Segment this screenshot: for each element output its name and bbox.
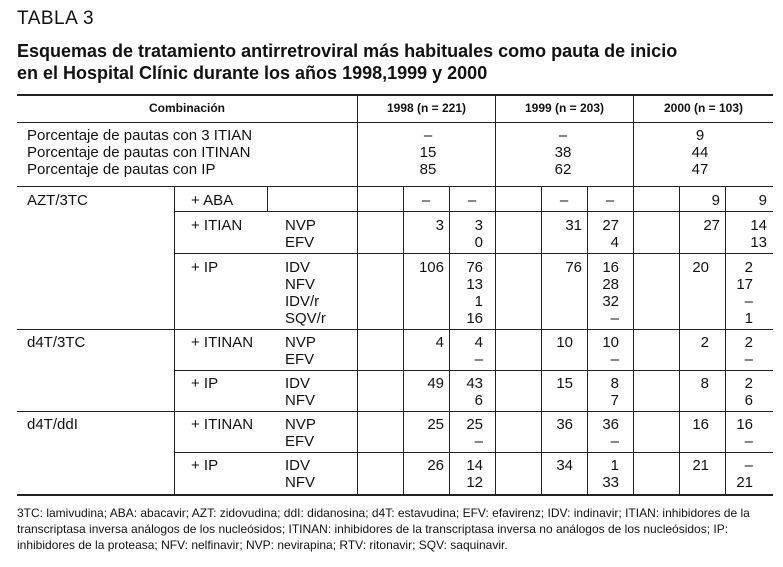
- sub-itinan: + ITINAN: [191, 416, 254, 433]
- pct-value-1998: 85: [419, 161, 437, 178]
- cell-1999-total: 76: [565, 259, 582, 276]
- cell-1999-detail: 8: [610, 375, 619, 392]
- header-1999: 1999 (n = 203): [524, 101, 605, 115]
- drug-idv: IDV: [285, 375, 311, 392]
- pct-bottom-rule: [17, 186, 773, 187]
- pct-value-2000: 47: [691, 161, 709, 178]
- drug-nfv: NFV: [285, 474, 315, 491]
- azt-bottom-rule: [17, 329, 773, 330]
- cell-1999-detail: –: [610, 351, 619, 368]
- cell-2000-total: 20: [692, 259, 709, 276]
- sub-itinan: + ITINAN: [191, 334, 254, 351]
- pct-label: Porcentaje de pautas con ITINAN: [27, 144, 251, 161]
- cell-2000-detail: 9: [758, 192, 767, 209]
- cell-1998-detail: 6: [474, 392, 483, 409]
- cell-2000-detail: 6: [744, 392, 753, 409]
- cell-1998-detail: 76: [466, 259, 483, 276]
- cell-1998-detail: –: [474, 351, 483, 368]
- cell-1998-detail: 12: [466, 474, 483, 491]
- sub-itian: + ITIAN: [191, 217, 243, 234]
- cell-1999-detail: 16: [602, 259, 619, 276]
- cell-1998-detail: 4: [474, 334, 483, 351]
- cell-2000-detail: 16: [736, 416, 753, 433]
- group-azt-3tc: AZT/3TC: [27, 192, 88, 209]
- pct-value-1999: 62: [554, 161, 572, 178]
- cell-2000-detail: –: [744, 433, 753, 450]
- cell-1998-total: 106: [418, 259, 444, 276]
- cell-1999-total: 10: [556, 334, 573, 351]
- sub-aba: + ABA: [191, 192, 234, 209]
- pct-value-1999: –: [558, 127, 568, 144]
- drug-idv: IDV: [285, 457, 311, 474]
- cell-1998-detail: 16: [466, 310, 483, 327]
- azt-itian-rule: [175, 253, 773, 254]
- cell-1999-detail: 7: [610, 392, 619, 409]
- cell-2000-detail: 21: [736, 474, 753, 491]
- cell-1999-detail: –: [610, 310, 619, 327]
- cell-2000-detail: 1: [744, 310, 753, 327]
- cell-1999-detail: –: [605, 192, 615, 209]
- cell-1999-detail: –: [610, 433, 619, 450]
- cell-1998-detail: 14: [466, 457, 483, 474]
- pct-value-1998: 15: [419, 144, 437, 161]
- cell-1998-detail: 3: [474, 217, 483, 234]
- sub-ip: + IP: [191, 457, 219, 474]
- title-line-1: Esquemas de tratamiento antirretroviral más habituales como pauta de inicio: [17, 41, 678, 61]
- cell-1998-detail: 0: [474, 234, 483, 251]
- drug-nfv: NFV: [285, 392, 315, 409]
- cell-1998-total: 25: [427, 416, 444, 433]
- cell-1998-total: 26: [427, 457, 444, 474]
- cell-2000-total: 16: [692, 416, 709, 433]
- cell-1999-detail: 4: [610, 234, 619, 251]
- cell-1998-total: 3: [435, 217, 444, 234]
- cell-1999-detail: 10: [602, 334, 619, 351]
- cell-2000-total: 21: [692, 457, 709, 474]
- cell-1999-detail: 28: [602, 276, 619, 293]
- cell-2000-detail: –: [744, 351, 753, 368]
- cell-1998-detail: –: [467, 192, 477, 209]
- pct-value-1998: –: [423, 127, 433, 144]
- header-2000: 2000 (n = 103): [663, 101, 744, 115]
- pct-label: Porcentaje de pautas con IP: [27, 161, 216, 178]
- cell-2000-detail: 2: [744, 375, 753, 392]
- cell-2000-total: 27: [703, 217, 720, 234]
- cell-1999-detail: 1: [610, 457, 619, 474]
- cell-2000-detail: –: [744, 457, 753, 474]
- cell-1999-detail: 32: [602, 293, 619, 310]
- drug-efv: EFV: [285, 234, 315, 251]
- cell-1999-total: 34: [556, 457, 573, 474]
- cell-1999-total: –: [559, 192, 569, 209]
- pct-value-2000: 44: [691, 144, 709, 161]
- drug-nfv: NFV: [285, 276, 315, 293]
- header-bottom-rule: [17, 122, 773, 123]
- cell-2000-total: 9: [711, 192, 720, 209]
- cell-1999-detail: 33: [602, 474, 619, 491]
- cell-2000-detail: 2: [744, 259, 753, 276]
- cell-2000-detail: 14: [750, 217, 767, 234]
- table-title: [17, 40, 777, 84]
- drug-sqv-r: SQV/r: [285, 310, 326, 327]
- table-bottom-rule: [17, 494, 773, 496]
- pct-value-1999: 38: [554, 144, 572, 161]
- cell-1999-total: 15: [556, 375, 573, 392]
- drug-efv: EFV: [285, 351, 315, 368]
- d4t3tc-itinan-rule: [175, 370, 773, 371]
- group-d4t-ddi: d4T/ddI: [27, 416, 78, 433]
- table-footnote: 3TC: lamivudina; ABA: abacavir; AZT: zidovudina; ddI: didanosina; d4T: estavudina; EFV: efavirenz; IDV: indinavir; ITIAN: inhibidores de la transcriptasa inversa análogos de los nucleósidos; ITINAN: inhibidores de la transcriptasa inversa no análogos de los nucleósidos; IP: inhibidores de la proteasa; NFV: nelfinavir; NVP: nevirapina; RTV: ritonavir; SQV: saquinavir.: [17, 506, 750, 552]
- cell-1998-total: 49: [427, 375, 444, 392]
- cell-2000-total: 8: [700, 375, 709, 392]
- azt-aba-rule: [175, 211, 773, 212]
- d4tddi-itinan-rule: [175, 452, 773, 453]
- cell-2000-detail: 2: [744, 334, 753, 351]
- sub-ip: + IP: [191, 259, 219, 276]
- year-col-divider-1: [357, 95, 358, 495]
- cell-1999-detail: 36: [602, 416, 619, 433]
- pct-label: Porcentaje de pautas con 3 ITIAN: [27, 127, 253, 144]
- cell-1999-total: 31: [565, 217, 582, 234]
- d4t3tc-bottom-rule: [17, 411, 773, 412]
- drug-nvp: NVP: [285, 334, 316, 351]
- group-col-divider: [174, 187, 175, 495]
- table-top-rule: [17, 94, 773, 96]
- cell-2000-total: 2: [700, 334, 709, 351]
- header-1998: 1998 (n = 221): [386, 101, 467, 115]
- cell-1998-total: –: [421, 192, 431, 209]
- sub-col-divider: [267, 187, 268, 212]
- year-col-divider-3: [633, 95, 634, 495]
- drug-idv: IDV: [285, 259, 311, 276]
- cell-2000-detail: –: [744, 293, 753, 310]
- cell-1998-detail: 13: [466, 276, 483, 293]
- title-line-2: en el Hospital Clínic durante los años 1998,1999 y 2000: [17, 63, 488, 83]
- cell-1998-total: 4: [435, 334, 444, 351]
- cell-1999-total: 36: [556, 416, 573, 433]
- cell-1998-detail: 25: [466, 416, 483, 433]
- cell-2000-detail: 17: [736, 276, 753, 293]
- drug-efv: EFV: [285, 433, 315, 450]
- header-combinacion: Combinación: [148, 101, 225, 115]
- group-d4t-3tc: d4T/3TC: [27, 334, 86, 351]
- drug-idv-r: IDV/r: [285, 293, 320, 310]
- cell-1998-detail: 43: [466, 375, 483, 392]
- pct-value-2000: 9: [695, 127, 705, 144]
- cell-1999-detail: 27: [602, 217, 619, 234]
- sub-ip: + IP: [191, 375, 219, 392]
- cell-2000-detail: 13: [750, 234, 767, 251]
- cell-1998-detail: 1: [474, 293, 483, 310]
- cell-1998-detail: –: [474, 433, 483, 450]
- year-col-divider-2: [495, 95, 496, 495]
- drug-nvp: NVP: [285, 416, 316, 433]
- table-label: TABLA 3: [17, 8, 95, 29]
- drug-nvp: NVP: [285, 217, 316, 234]
